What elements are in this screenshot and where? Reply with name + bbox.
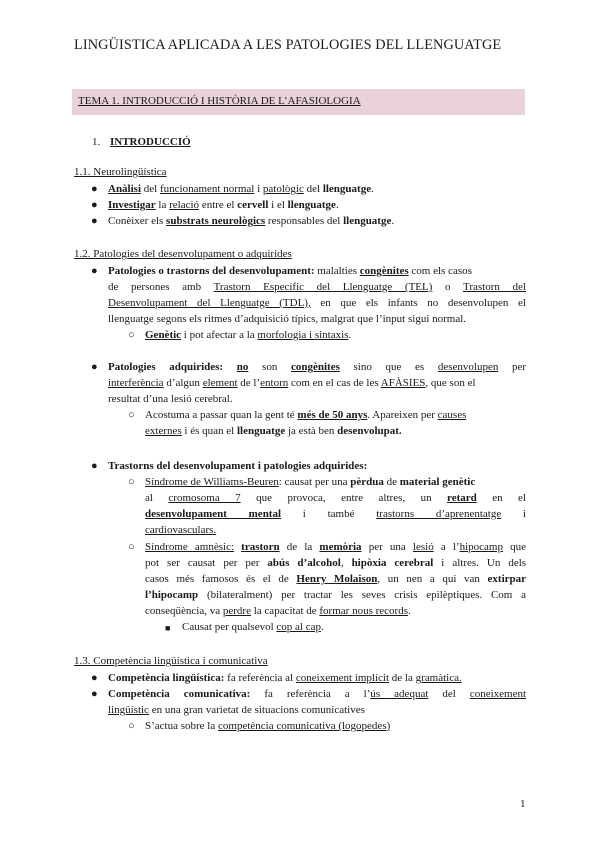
topic-banner <box>72 89 525 115</box>
sub-list-item-line: al cromosoma 7 que provoca, entre altres, un retard en el <box>145 492 526 504</box>
circle-bullet-icon: ○ <box>128 329 135 341</box>
list-item-line: llenguatge segons els ritmes d’adquisició típics, malgrat que l’input sigui normal. <box>108 313 467 325</box>
list-item-line: resultat d’una lesió cerebral. <box>108 393 233 405</box>
sub-list-item-line: l’hipocamp (bilateralment) per tractar les seves crisis epilèptiques. Com a <box>145 589 526 601</box>
sub-list-item-line: desenvolupament mental i també trastorns d’aprenentatge i <box>145 508 527 520</box>
circle-bullet-icon: ○ <box>128 409 135 421</box>
circle-bullet-icon: ○ <box>128 476 135 488</box>
sub-list-item-line: cardiovasculars. <box>145 524 217 536</box>
bullet-icon: ● <box>91 672 98 684</box>
page-number: 1 <box>520 798 526 810</box>
bullet-icon: ● <box>91 361 98 373</box>
list-item: Anàlisi del funcionament normal i patològic del llenguatge. <box>108 183 374 195</box>
bullet-icon: ● <box>91 199 98 211</box>
section-heading <box>92 136 191 148</box>
bullet-icon: ● <box>91 688 98 700</box>
list-item: Competència comunicativa: fa referència a l’ús adequat del coneixement <box>108 688 527 700</box>
list-item: Trastorns del desenvolupament i patologies adquirides: <box>108 460 368 472</box>
circle-bullet-icon: ○ <box>128 541 135 553</box>
section-title: INTRODUCCIÓ <box>110 136 191 148</box>
section-number: 1. <box>92 136 101 148</box>
subsection-heading-1-3: 1.3. Competència lingüística i comunicativa <box>74 655 268 667</box>
list-item-line: lingüístic en una gran varietat de situacions comunicatives <box>108 704 365 716</box>
subsection-heading-1-2: 1.2. Patologies del desenvolupament o adquirides <box>74 248 292 260</box>
square-bullet-icon: ■ <box>165 623 171 633</box>
topic-title: TEMA 1. INTRODUCCIÓ I HISTÒRIA DE L’AFASIOLOGIA <box>78 95 361 107</box>
sub-list-item-line: pot ser causat per per abús d’alcohol, hipòxia cerebral i altres. Un dels <box>145 557 527 569</box>
sub-list-item: Acostuma a passar quan la gent té més de 50 anys. Apareixen per causes <box>145 409 467 421</box>
circle-bullet-icon: ○ <box>128 720 135 732</box>
sub-sub-list-item: Causat per qualsevol cop al cap. <box>182 621 324 633</box>
list-item-line: de persones amb Trastorn Específic del Llenguatge (TEL) o Trastorn del <box>108 281 526 293</box>
list-item: Patologies o trastorns del desenvolupament: malalties congènites com els casos <box>108 265 472 277</box>
list-item-line: interferència d’algun element de l’entorn com en el cas de les AFÀSIES, que son el <box>108 377 476 389</box>
bullet-icon: ● <box>91 183 98 195</box>
sub-list-item: Síndrome de Williams-Beuren: causat per una pèrdua de material genètic <box>145 476 476 488</box>
sub-list-item: Síndrome amnèsic: trastorn de la memòria per una lesió a l’hipocamp que <box>145 541 527 553</box>
subsection-heading-1-1: 1.1. Neurolingüística <box>74 166 167 178</box>
list-item: Competència lingüística: fa referència al coneixement implícit de la gramàtica. <box>108 672 462 684</box>
sub-list-item: S’actua sobre la competència comunicativa (logopedes) <box>145 720 391 732</box>
sub-list-item: Genètic i pot afectar a la morfologia i sintaxis. <box>145 329 352 341</box>
list-item: Patologies adquirides: no son congènites sino que es desenvolupen per <box>108 361 527 373</box>
bullet-icon: ● <box>91 265 98 277</box>
sub-list-item-line: casos més famosos és el de Henry Molaison, un nen a qui van extirpar <box>145 573 527 585</box>
bullet-icon: ● <box>91 215 98 227</box>
list-item: Conèixer els substrats neurològics responsables del llenguatge. <box>108 215 395 227</box>
list-item-line: Desenvolupament del Llenguatge (TDL), en que els infants no desenvolupen el <box>108 297 526 309</box>
sub-list-item-line: externes i és quan el llenguatge ja està ben desenvolupat. <box>145 425 402 437</box>
sub-list-item-line: conseqüència, va perdre la capacitat de formar nous records. <box>145 605 411 617</box>
bullet-icon: ● <box>91 460 98 472</box>
list-item: Investigar la relació entre el cervell i el llenguatge. <box>108 199 339 211</box>
page-title: LINGÜISTICA APLICADA A LES PATOLOGIES DEL LLENGUATGE <box>74 37 502 53</box>
